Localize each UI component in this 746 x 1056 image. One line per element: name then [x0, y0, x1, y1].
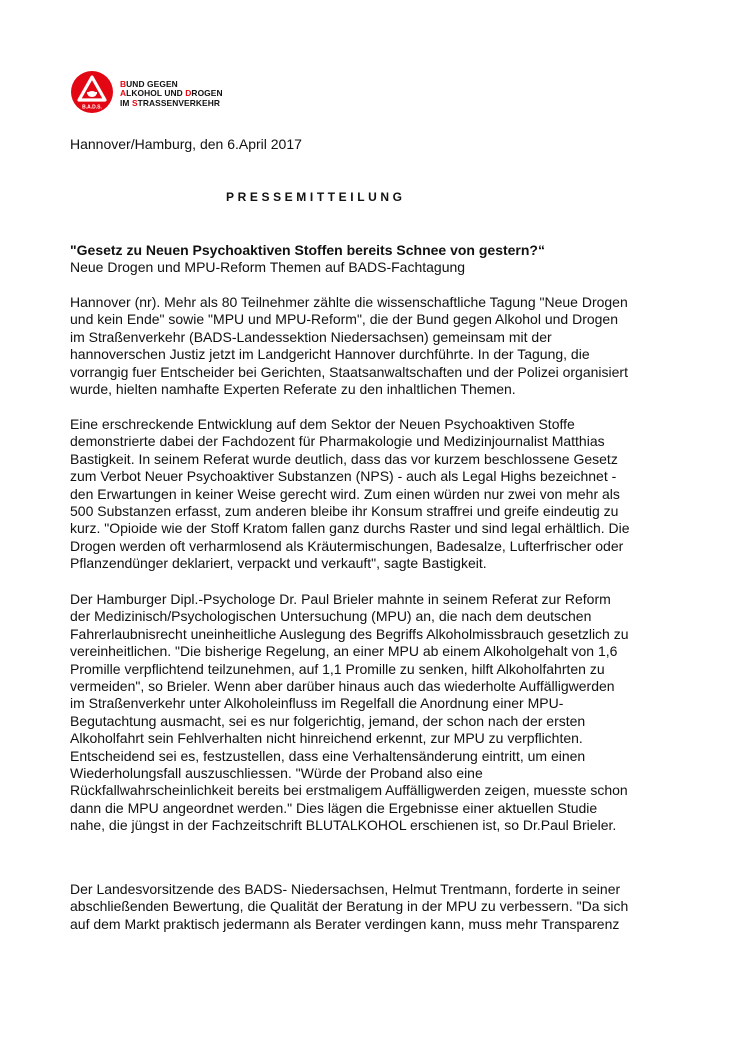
paragraph-line: Hannover (nr). Mehr als 80 Teilnehmer zählte die wissenschaftliche Tagung "Neue Drogen [70, 294, 628, 310]
headline-block [70, 242, 690, 277]
paragraph-line: vorrangig fuer Entscheider bei Gerichten, Staatsanwaltschaften und der Polizei organisiert [70, 363, 628, 380]
paragraph-line: und kein Ende" sowie "MPU und MPU-Reform", die der Bund gegen Alkohol und Drogen [70, 311, 618, 328]
logo-line: BUND GEGEN [120, 79, 178, 89]
paragraph-line: Der Landesvorsitzende des BADS- Niedersachsen, Helmut Trentmann, forderte in seiner [70, 881, 621, 897]
paragraph-line: vereinheitlichen. "Die bisherige Regelung, an einer MPU ab einem Alkoholgehalt von 1,6 [70, 643, 618, 660]
paragraph-line: abschließenden Bewertung, die Qualität der Beratung in der MPU zu verbessern. "Da sich [70, 898, 629, 915]
paragraph-1 [70, 294, 690, 398]
paragraph-line: Wiederholungsfall auszuschliessen. "Würde der Proband also eine [70, 765, 483, 782]
paragraph-line: Alkoholfahrt sein Fehlverhalten nicht hinreichend erkennt, zur MPU zu verpflichten. [70, 730, 583, 747]
paragraph-line: Begutachtung ausmacht, sei es nur folgerichtig, jemand, der schon nach der ersten [70, 712, 586, 729]
paragraph-line: im Straßenverkehr (BADS-Landessektion Niedersachsen) gemeinsam mit der [70, 328, 552, 345]
document-heading: PRESSEMITTEILUNG [226, 190, 406, 204]
paragraph-line: Promille verpflichtend teilzunehmen, auf 1,1 Promille zu senken, hilft Alkoholfahrten zu [70, 660, 605, 677]
logo-line: IM STRASSENVERKEHR [120, 97, 220, 108]
paragraph-line: kurz. "Opioide wie der Stoff Kratom fallen ganz durchs Raster und sind legal erhältlich. Die [70, 520, 630, 537]
paragraph-line: Der Hamburger Dipl.-Psychologe Dr. Paul Brieler mahnte in seinem Referat zur Reform [70, 591, 611, 607]
paragraph-line: hannoverschen Justiz jetzt im Landgericht Hannover durchführte. In der Tagung, die [70, 346, 590, 363]
paragraph-line: Bastigkeit. In seinem Referat wurde deutlich, dass das vor kurzem beschlossene Gesetz [70, 450, 618, 467]
bads-emblem-icon [70, 70, 114, 114]
paragraph-line: dann die MPU angeordnet werden." Dies lägen die Ergebnisse einer aktuellen Studie [70, 799, 598, 816]
logo-wordmark [120, 80, 223, 108]
paragraph-line: 500 Substanzen erfasst, zum anderen bleibe ihr Konsum straffrei und greife eindeutig zu [70, 503, 619, 520]
paragraph-line: der Medizinisch/Psychologischen Untersuchung (MPU) an, die nach dem deutschen [70, 608, 592, 625]
paragraph-3 [70, 591, 690, 835]
headline: "Gesetz zu Neuen Psychoaktiven Stoffen bereits Schnee von gestern?“ [70, 242, 545, 258]
paragraph-line: demonstrierte dabei der Fachdozent für Pharmakologie und Medizinjournalist Matthias [70, 433, 605, 450]
paragraph-line: Rückfallwahrscheinlichkeit bereits bei erstmaligem Auffälligwerden zeigen, muesste schon [70, 782, 628, 799]
logo-circle-label: B.A.D.S. [82, 104, 102, 111]
subheadline: Neue Drogen und MPU-Reform Themen auf BADS-Fachtagung [70, 259, 466, 276]
paragraph-line: Pflanzendünger deklariert, verpackt und verkauft", sagte Bastigkeit. [70, 555, 487, 572]
paragraph-line: Eine erschreckende Entwicklung auf dem Sektor der Neuen Psychoaktiven Stoffe [70, 416, 575, 432]
paragraph-line: Drogen werden oft verharmlosend als Kräutermischungen, Badesalze, Lufterfrischer oder [70, 537, 624, 554]
paragraph-2 [70, 416, 690, 573]
paragraph-line: im Straßenverkehr unter Alkoholeinfluss im Regelfall die Anordnung einer MPU- [70, 695, 564, 712]
paragraph-line: Entscheidend sei es, festzustellen, dass eine Verhaltensänderung eintritt, um einen [70, 747, 586, 764]
paragraph-line: den Erwartungen in keiner Weise gerecht wird. Zum einen würden nur zwei von mehr als [70, 485, 620, 502]
bads-logo [70, 70, 370, 118]
paragraph-4 [70, 881, 690, 933]
logo-line: ALKOHOL UND DROGEN [120, 88, 223, 99]
paragraph-line: vermeiden", so Brieler. Wenn aber darüber hinaus auch das wiederholte Auffälligwerden [70, 678, 615, 695]
paragraph-line: Fahrerlaubnisrecht uneinheitliche Auslegung des Begriffs Alkoholmissbrauch gesetzlich zu [70, 625, 629, 642]
paragraph-line: nahe, die jüngst in der Fachzeitschrift BLUTALKOHOL erschienen ist, so Dr.Paul Brieler. [70, 817, 617, 834]
paragraph-line: zum Verbot Neuer Psychoaktiver Substanzen (NPS) - auch als Legal Highs bezeichnet - [70, 468, 617, 485]
date-line: Hannover/Hamburg, den 6.April 2017 [70, 136, 302, 152]
paragraph-line: auf dem Markt praktisch jedermann als Berater verdingen kann, muss mehr Transparenz [70, 915, 620, 932]
paragraph-line: wurde, hielten namhafte Experten Referate zu den inhaltlichen Themen. [70, 381, 516, 398]
